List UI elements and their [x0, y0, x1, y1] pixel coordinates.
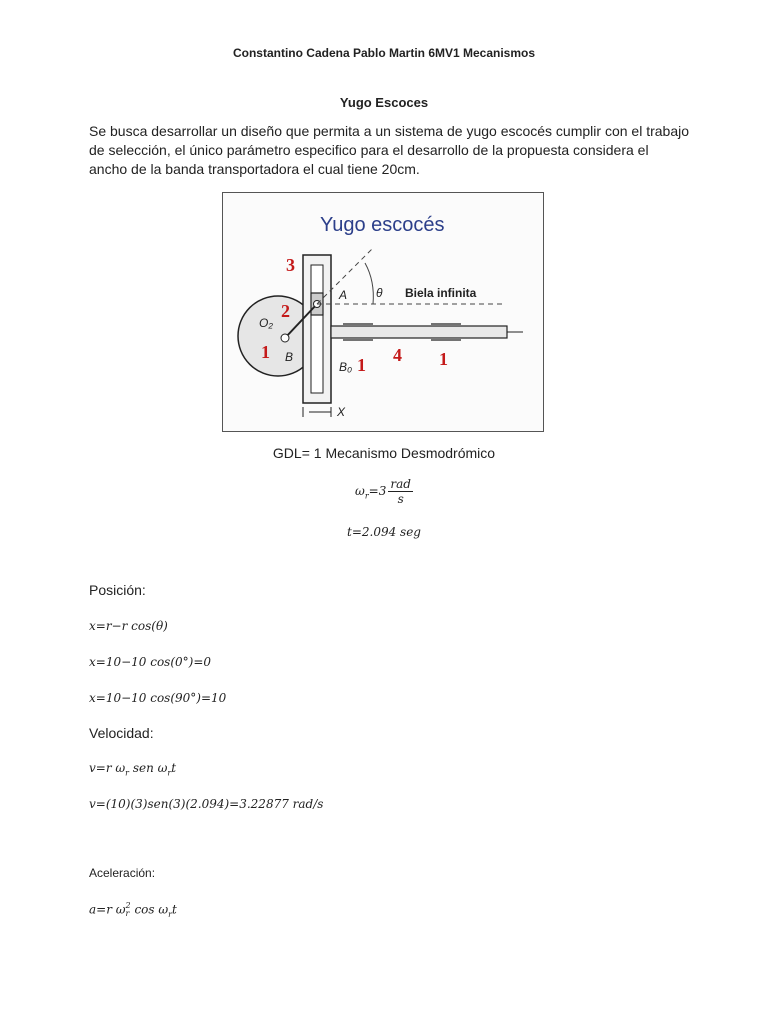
acc-sub2: r — [168, 909, 172, 919]
document-header: Constantino Cadena Pablo Martin 6MV1 Mecanismos — [232, 46, 536, 60]
label-1-guide-left: 1 — [357, 355, 366, 375]
posicion-label: Posición: — [89, 582, 146, 598]
label-b: B — [285, 350, 294, 364]
label-3: 3 — [286, 255, 295, 275]
rod — [331, 326, 507, 338]
acc-sub: r — [125, 909, 130, 918]
vel-eq1-sub2: r — [167, 768, 172, 778]
vel-eq1-b: sen ω — [129, 761, 168, 775]
scotch-yoke-diagram — [223, 193, 543, 431]
velocidad-eq-2: v=(10)(3)sen(3)(2.094)=3.22877 rad/s — [89, 797, 324, 811]
aceleracion-label: Aceleración: — [89, 866, 156, 880]
pivot-o2 — [281, 334, 289, 342]
acc-eq-a: a=r ω — [89, 902, 126, 917]
label-o2: O₂ — [259, 316, 273, 330]
scotch-yoke-figure — [222, 192, 544, 432]
velocidad-label: Velocidad: — [89, 725, 154, 741]
document-title: Yugo Escoces — [339, 95, 429, 110]
acc-eq-b: cos ω — [130, 902, 169, 917]
acc-sup: 2 — [125, 901, 131, 910]
aceleracion-eq — [89, 902, 177, 919]
time-equation: t=2.094 seg — [347, 525, 421, 539]
posicion-eq-1: x=r−r cos(θ) — [89, 619, 168, 633]
label-1-crank: 1 — [261, 342, 270, 362]
omega-numerator: rad — [390, 477, 411, 491]
vel-eq1-sub1: r — [125, 768, 129, 778]
gdl-caption: GDL= 1 Mecanismo Desmodrómico — [272, 445, 496, 461]
label-1-guide-right: 1 — [439, 349, 448, 369]
theta-arc — [365, 263, 373, 304]
vel-eq1-a: v=r ω — [89, 761, 126, 775]
acc-eq-c: t — [172, 902, 177, 917]
vel-eq1-c: t — [171, 761, 177, 775]
label-4: 4 — [393, 345, 402, 365]
label-x: X — [337, 405, 346, 419]
figure-caption: Yugo escocés — [320, 214, 445, 236]
omega-fraction — [388, 477, 413, 506]
posicion-eq-2: x=10−10 cos(0°)=0 — [89, 655, 212, 669]
omega-denominator: s — [397, 492, 404, 506]
omega-equation — [0, 477, 768, 506]
label-biela: Biela infinita — [405, 286, 477, 300]
intro-paragraph: Se busca desarrollar un diseño que permita a un sistema de yugo escocés cumplir con el trabajo de selección, el único parámetro especifico para el desarrollo de la propuesta considera el ancho de la banda transportadora el cual tiene 20cm. — [89, 123, 689, 177]
omega-subscript: r — [364, 491, 369, 501]
label-2: 2 — [281, 301, 290, 321]
yoke-slot — [311, 265, 323, 393]
velocidad-eq-1 — [89, 761, 176, 777]
posicion-eq-3: x=10−10 cos(90°)=10 — [89, 691, 227, 705]
label-b0: B₀ — [339, 360, 353, 374]
label-theta: θ — [376, 286, 383, 300]
label-a: A — [339, 288, 348, 302]
omega-value: =3 — [368, 484, 387, 498]
omega-symbol: ω — [355, 484, 365, 498]
